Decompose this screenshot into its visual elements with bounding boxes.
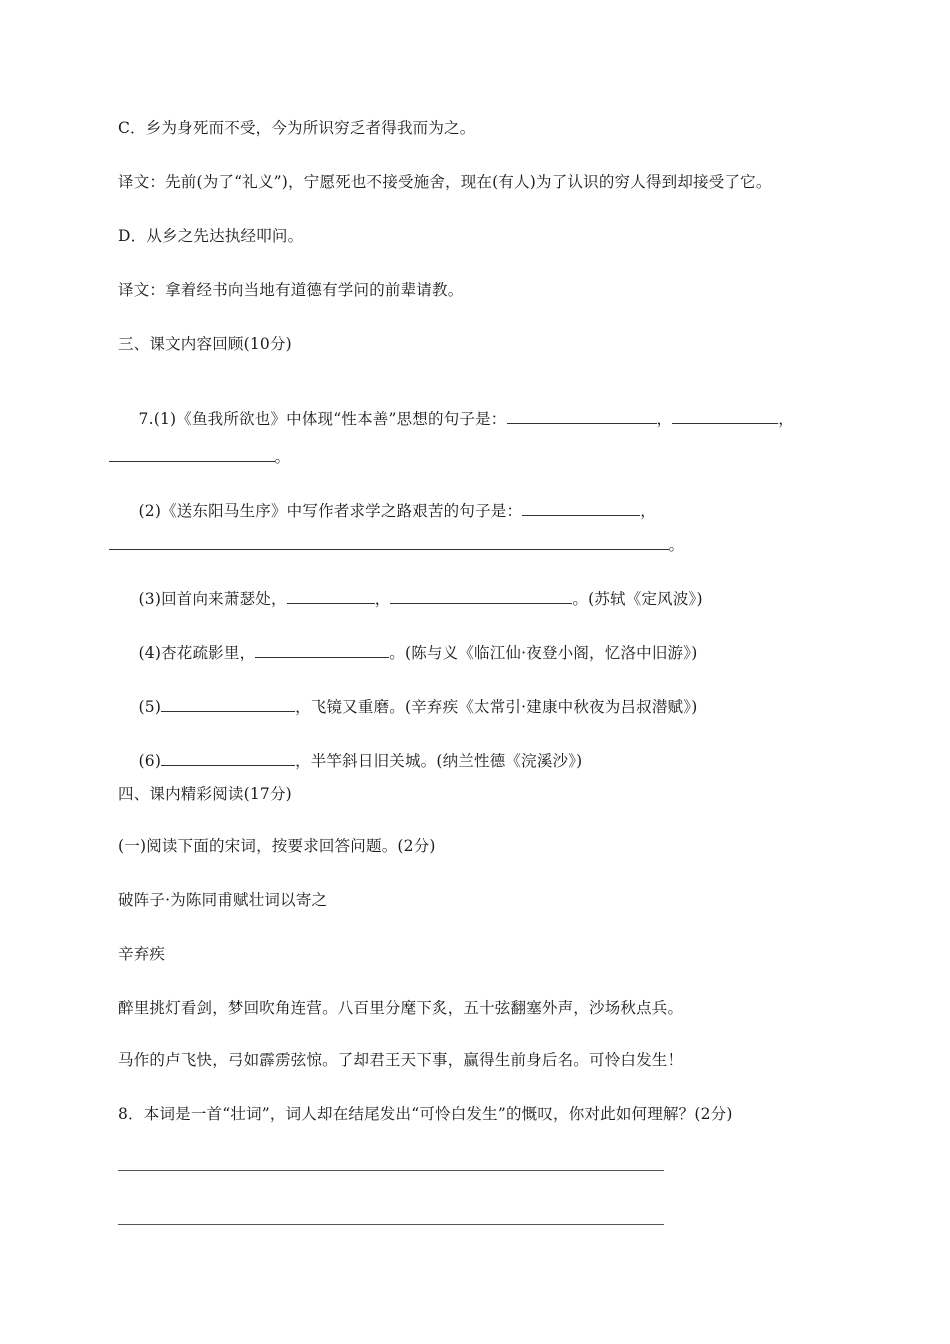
poem-line-2: 马作的卢飞快，弓如霹雳弦惊。了却君王天下事，赢得生前身后名。可怜白发生！ (118, 1051, 684, 1069)
poem-line-1: 醉里挑灯看剑，梦回吹角连营。八百里分麾下炙，五十弦翻塞外声，沙场秋点兵。 (118, 999, 684, 1017)
period: 。 (668, 536, 685, 554)
answer-blank[interactable] (109, 446, 275, 462)
question-7-4-prompt: (4)杏花疏影里， (138, 644, 256, 662)
source: ，飞镜又重磨。(辛弃疾《太常引·建康中秋夜为吕叔潜赋》) (295, 698, 698, 716)
question-7-2-prompt: (2)《送东阳马生序》中写作者求学之路艰苦的句子是： (138, 502, 523, 520)
section-3-title: 三、课文内容回顾(10分) (118, 335, 292, 353)
source: 。(陈与义《临江仙·夜登小阁，忆洛中旧游》) (389, 644, 698, 662)
separator: ， (640, 502, 656, 520)
answer-blank[interactable] (161, 696, 295, 712)
source: ，半竿斜日旧关城。(纳兰性德《浣溪沙》) (295, 752, 583, 770)
option-d: D．从乡之先达执经叩问。 (118, 227, 304, 245)
question-7-5 (118, 676, 697, 737)
question-7-3-prompt: (3)回首向来萧瑟处， (138, 590, 287, 608)
source: 。(苏轼《定风波》) (572, 590, 703, 608)
answer-blank[interactable] (161, 750, 295, 766)
question-7-6 (118, 730, 582, 791)
separator: ， (374, 590, 391, 608)
separator: ， (656, 410, 673, 428)
answer-line[interactable] (118, 1170, 664, 1171)
option-d-translation: 译文：拿着经书向当地有道德有学问的前辈请教。 (118, 281, 464, 299)
question-7-2-cont (88, 514, 684, 575)
answer-blank[interactable] (672, 408, 778, 424)
question-7-3 (118, 568, 703, 629)
answer-blank[interactable] (507, 408, 657, 424)
answer-line[interactable] (118, 1224, 664, 1225)
option-c-translation: 译文：先前(为了“礼义”)，宁愿死也不接受施舍，现在(有人)为了认识的穷人得到却接受了它。 (118, 173, 772, 191)
section-4-title: 四、课内精彩阅读(17分) (118, 785, 292, 803)
answer-blank[interactable] (109, 534, 669, 550)
question-7-1-prompt: 7.(1)《鱼我所欲也》中体现“性本善”思想的句子是： (138, 410, 507, 428)
question-7-4 (118, 622, 697, 683)
question-8: 8．本词是一首“壮词”，词人却在结尾发出“可怜白发生”的慨叹，你对此如何理解？(2分) (118, 1105, 733, 1123)
answer-blank[interactable] (255, 642, 389, 658)
question-7-6-prompt: (6) (138, 752, 162, 770)
period: 。 (274, 448, 291, 466)
poem-title: 破阵子·为陈同甫赋壮词以寄之 (118, 891, 328, 909)
answer-blank[interactable] (390, 588, 572, 604)
question-7-1-cont (88, 426, 290, 487)
question-7-5-prompt: (5) (138, 698, 162, 716)
option-c: C．乡为身死而不受，今为所识穷乏者得我而为之。 (118, 119, 476, 137)
part-1-intro: (一)阅读下面的宋词，按要求回答问题。(2分) (118, 837, 436, 855)
answer-blank[interactable] (287, 588, 375, 604)
poem-author: 辛弃疾 (118, 945, 166, 963)
separator: ， (778, 410, 794, 428)
